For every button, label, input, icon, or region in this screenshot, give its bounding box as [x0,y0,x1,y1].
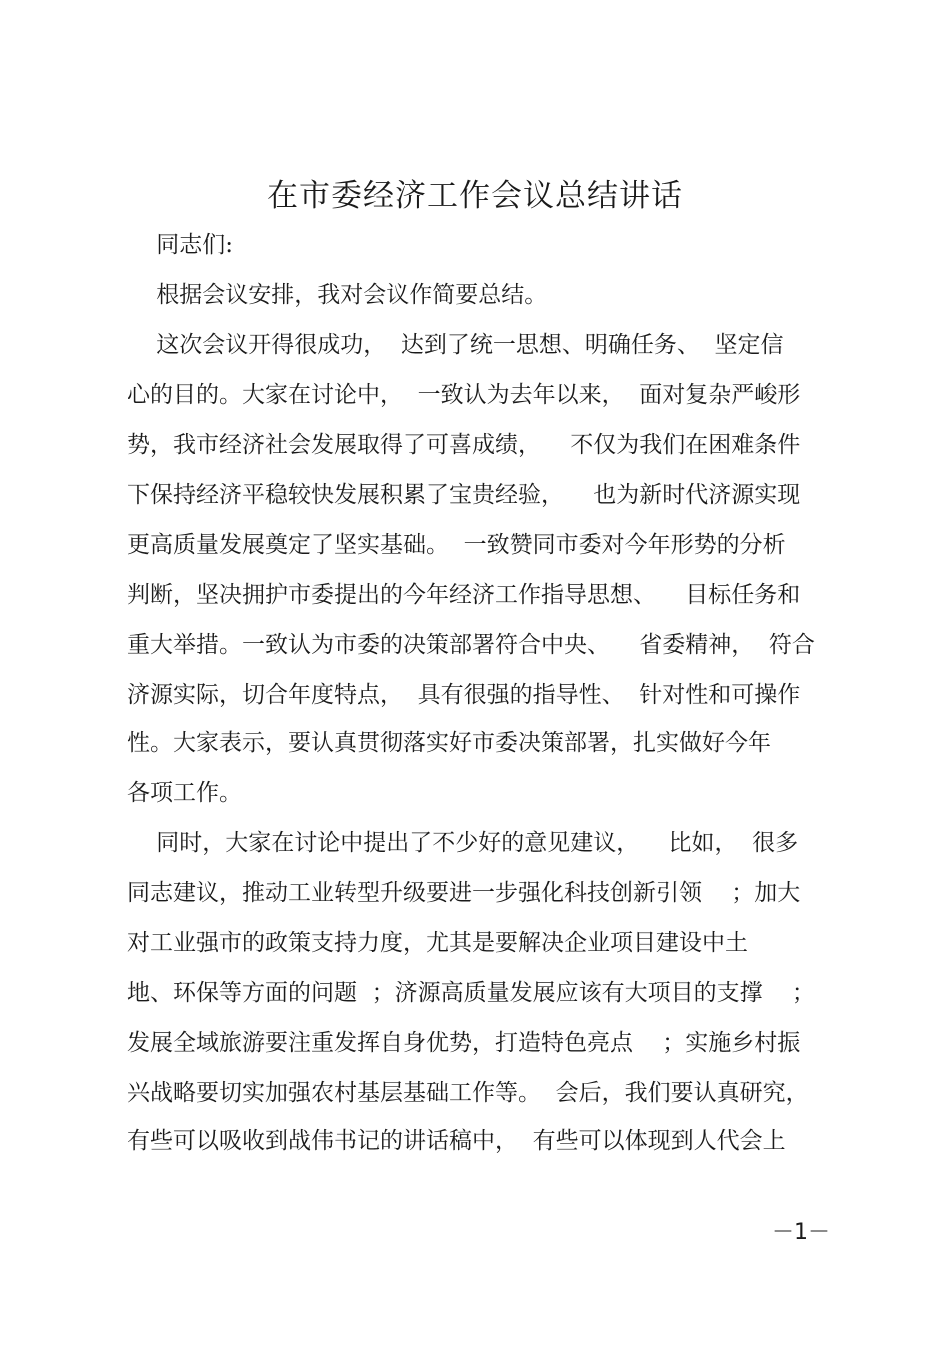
body-line: 势，我市经济社会发展取得了可喜成绩， 不仅为我们在困难条件 [127,432,801,458]
body-line: 对工业强市的政策支持力度，尤其是要解决企业项目建设中土 [127,930,748,956]
body-line: 性。大家表示，要认真贯彻落实好市委决策部署，扎实做好今年 [127,730,771,756]
body-line: 更高质量发展奠定了坚实基础。 一致赞同市委对今年形势的分析 [127,532,786,558]
body-line: 下保持经济平稳较快发展积累了宝贵经验， 也为新时代济源实现 [127,482,801,508]
body-line: 兴战略要切实加强农村基层基础工作等。 会后，我们要认真研究， [127,1080,809,1106]
document-title: 在市委经济工作会议总结讲话 [267,178,683,214]
body-line: 发展全域旅游要注重发挥自身优势，打造特色亮点 ；实施乡村振 [127,1030,801,1056]
body-line: 同志建议，推动工业转型升级要进一步强化科技创新引领 ；加大 [127,880,801,906]
body-line: 心的目的。大家在讨论中， 一致认为去年以来， 面对复杂严峻形 [127,382,801,408]
body-line: 地、环保等方面的问题 ；济源高质量发展应该有大项目的支撑 ； [127,980,815,1006]
body-line: 根据会议安排，我对会议作简要总结。 [127,282,548,308]
body-line: 有些可以吸收到战伟书记的讲话稿中， 有些可以体现到人代会上 [127,1128,786,1154]
body-line-salutation: 同志们: [127,232,233,258]
body-line: 各项工作。 [127,780,242,806]
body-line: 这次会议开得很成功， 达到了统一思想、明确任务、 坚定信 [127,332,784,358]
page-number: －1－ [772,1220,830,1245]
body-line: 同时，大家在讨论中提出了不少好的意见建议， 比如， 很多 [127,830,799,856]
body-line: 济源实际，切合年度特点， 具有很强的指导性、 针对性和可操作 [127,682,801,708]
body-line: 判断，坚决拥护市委提出的今年经济工作指导思想、 目标任务和 [127,582,801,608]
body-line: 重大举措。一致认为市委的决策部署符合中央、 省委精神， 符合 [127,632,815,658]
